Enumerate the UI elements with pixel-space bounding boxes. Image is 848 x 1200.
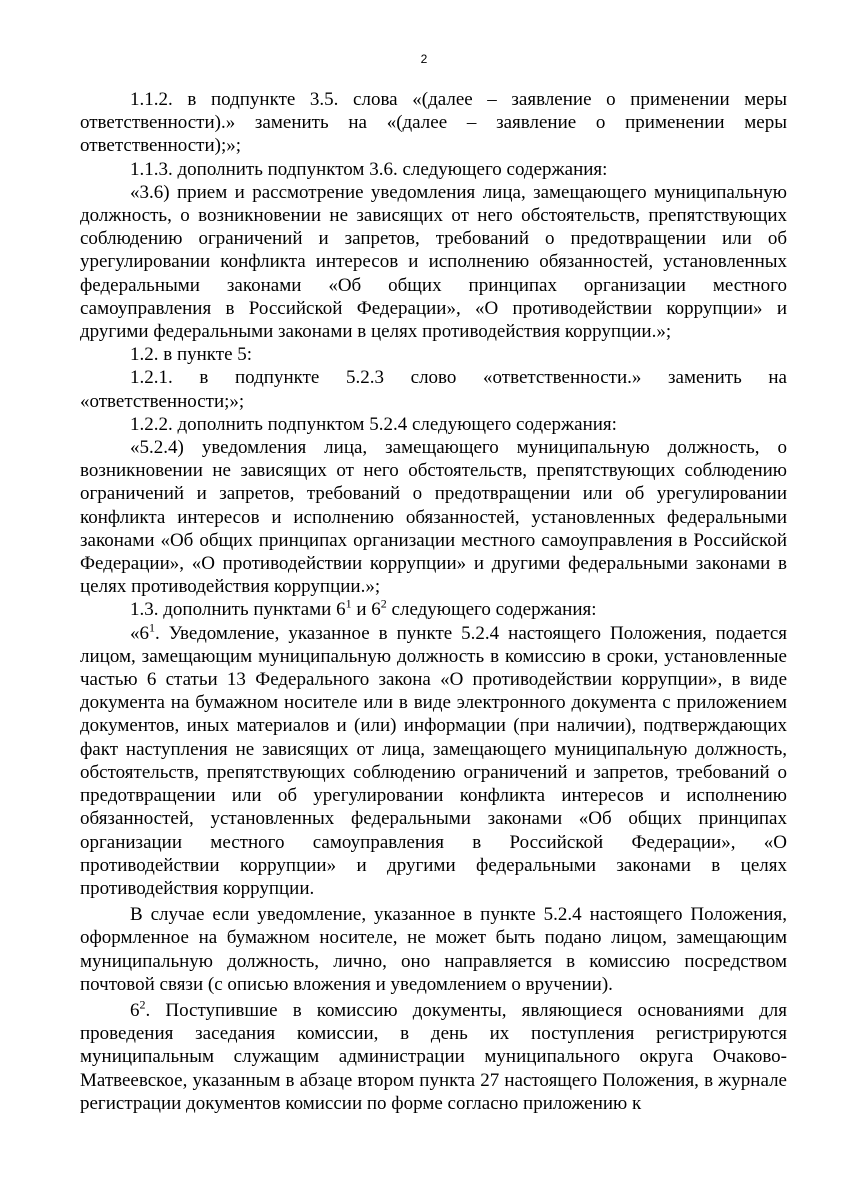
paragraph-6-1 xyxy=(80,622,787,900)
paragraph-1-3 xyxy=(80,598,787,621)
superscript: 1 xyxy=(345,597,352,612)
paragraph-6-2 xyxy=(80,999,787,1115)
document-body xyxy=(80,88,787,1115)
text-segment: и 6 xyxy=(351,599,381,621)
paragraph-1-2-2: 1.2.2. дополнить подпунктом 5.2.4 следующего содержания: xyxy=(130,413,617,435)
paragraph-1-1-2: 1.1.2. в подпункте 3.5. слова «(далее – заявление о применении меры ответственности).» заменить на «(далее – заявление о применении меры ответственности);»; xyxy=(80,89,787,157)
text-segment: . Поступившие в комиссию документы, являющиеся основаниями для проведения заседания комиссии, в день их поступления регистрируются муниципальным служащим администрации муниципального округа Очаково-Матвеевское, указанным в абзаце втором пункта 27 настоящего Положения, в журнале регистрации документов комиссии по форме согласно приложению к xyxy=(80,999,787,1114)
paragraph-1-2-1: 1.2.1. в подпункте 5.2.3 слово «ответственности.» заменить на «ответственности;»; xyxy=(80,367,787,412)
text-segment: 1.3. дополнить пунктами 6 xyxy=(130,599,346,621)
paragraph-1-1-3: 1.1.3. дополнить подпунктом 3.6. следующего содержания: xyxy=(130,158,608,180)
paragraph-postal-delivery: В случае если уведомление, указанное в пункте 5.2.4 настоящего Положения, оформленное на бумажном носителе, не может быть подано лицом, замещающим муниципальную должность, лично, оно направляется в комиссию посредством почтовой связи (с описью вложения и уведомлением о вручении). xyxy=(80,904,787,995)
text-segment: «6 xyxy=(130,622,149,644)
text-segment: . Уведомление, указанное в пункте 5.2.4 настоящего Положения, подается лицом, замещающим муниципальную должность в комиссию в сроки, установленные частью 6 статьи 13 Федерального закона «О противодействии коррупции», в виде документа на бумажном носителе или в виде электронного документа с приложением документов, иных материалов и (или) информации (при наличии), подтверждающих факт наступления не зависящих от лица, замещающего муниципальную должность, обстоятельств, препятствующих соблюдению ограничений и запретов, требований о предотвращении или об урегулировании конфликта интересов и исполнению обязанностей, установленных федеральными законами «Об общих принципах организации местного самоуправления в Российской Федерации», «О противодействии коррупции» и другими федеральными законами в целях противодействия коррупции. xyxy=(80,622,787,899)
paragraph-1-2: 1.2. в пункте 5: xyxy=(130,344,253,366)
text-segment: 6 xyxy=(130,999,140,1021)
paragraph-5-2-4: «5.2.4) уведомления лица, замещающего муниципальную должность, о возникновении не зависящих от него обстоятельств, препятствующих соблюдению ограничений и запретов, требований о предотвращении или об урегулировании конфликта интересов и исполнению обязанностей, установленных федеральными законами «Об общих принципах организации местного самоуправления в Российской Федерации», «О противодействии коррупции» и другими федеральными законами в целях противодействия коррупции.»; xyxy=(80,437,787,598)
page-number: 2 xyxy=(420,52,428,66)
superscript: 1 xyxy=(149,620,155,635)
text-segment: следующего содержания: xyxy=(386,599,597,621)
superscript: 2 xyxy=(139,997,146,1012)
superscript: 2 xyxy=(380,597,387,612)
paragraph-3-6: «3.6) прием и рассмотрение уведомления лица, замещающего муниципальную должность, о возникновении не зависящих от него обстоятельств, препятствующих соблюдению ограничений и запретов, требований о предотвращении или об урегулировании конфликта интересов и исполнению обязанностей, установленных федеральными законами «Об общих принципах организации местного самоуправления в Российской Федерации», «О противодействии коррупции» и другими федеральными законами в целях противодействия коррупции.»; xyxy=(80,181,787,343)
